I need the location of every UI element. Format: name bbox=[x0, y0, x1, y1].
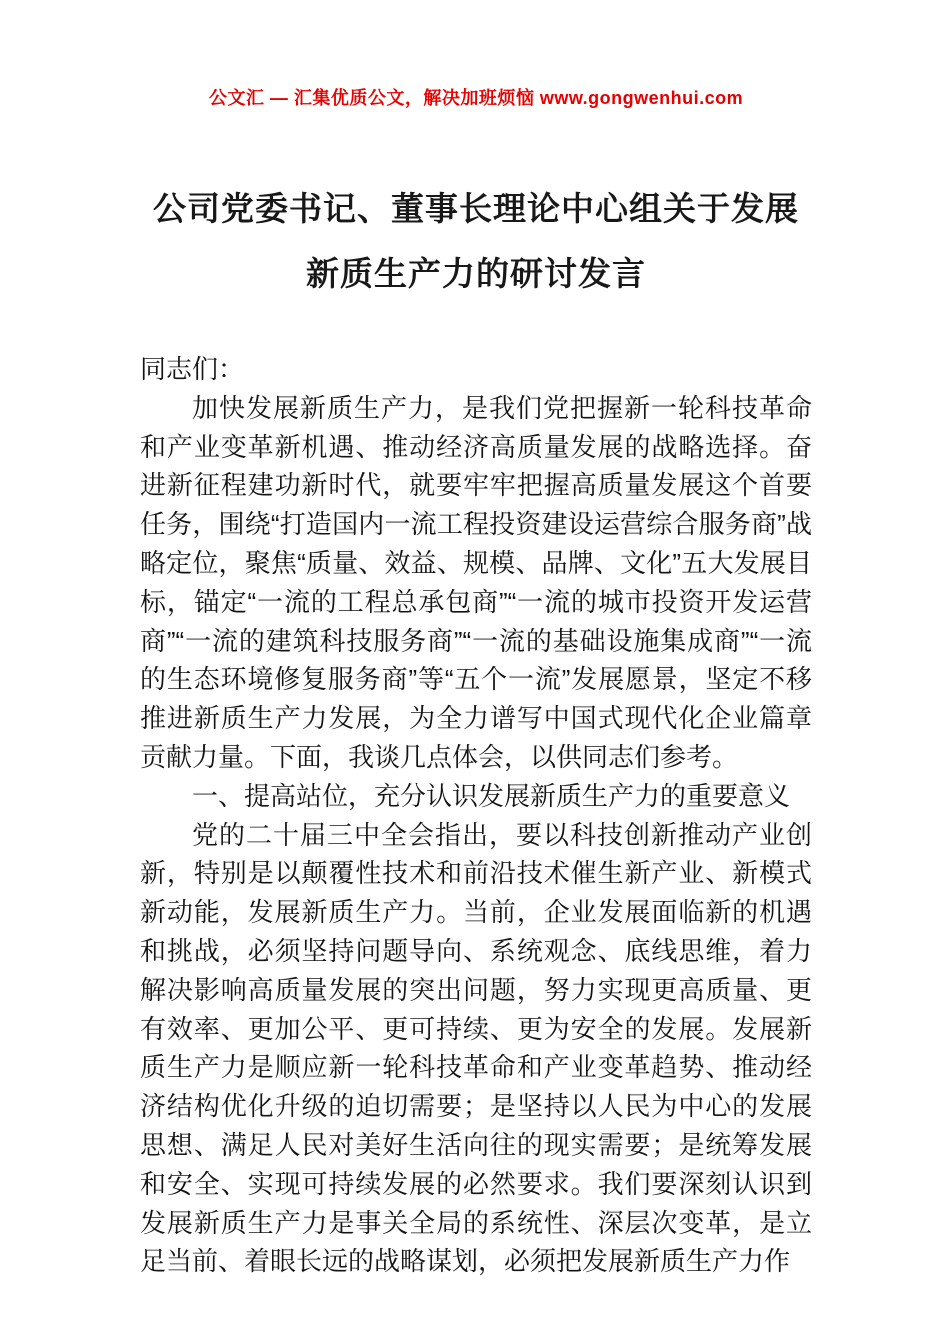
paragraph-intro: 加快发展新质生产力，是我们党把握新一轮科技革命和产业变革新机遇、推动经济高质量发展的战略选择。奋进新征程建功新时代，就要牢牢把握高质量发展这个首要任务，围绕“打造国内一流工程投资建设运营综合服务商”战略定位，聚焦“质量、效益、规模、品牌、文化”五大发展目标，锚定“一流的工程总承包商”“一流的城市投资开发运营商”“一流的建筑科技服务商”“一流的基础设施集成商”“一流的生态环境修复服务商”等“五个一流”发展愿景，坚定不移推进新质生产力发展，为全力谱写中国式现代化企业篇章贡献力量。下面，我谈几点体会，以供同志们参考。 bbox=[140, 392, 812, 772]
document-title: 公司党委书记、董事长理论中心组关于发展新质生产力的研讨发言 bbox=[153, 190, 799, 292]
paragraph-section-1: 党的二十届三中全会指出，要以科技创新推动产业创新，特别是以颠覆性技术和前沿技术催生新产业、新模式新动能，发展新质生产力。当前，企业发展面临新的机遇和挑战，必须坚持问题导向、系统观念、底线思维，着力解决影响高质量发展的突出问题，努力实现更高质量、更有效率、更加公平、更可持续、更为安全的发展。发展新质生产力是顺应新一轮科技革命和产业变革趋势、推动经济结构优化升级的迫切需要；是坚持以人民为中心的发展思想、满足人民对美好生活向往的现实需要；是统筹发展和安全、实现可持续发展的必然要求。我们要深刻认识到发展新质生产力是事关全局的系统性、深层次变革，是立足当前、着眼长远的战略谋划，必须把发展新质生产力作 bbox=[140, 819, 812, 1277]
document-body bbox=[140, 350, 812, 1281]
watermark-banner: 公文汇 — 汇集优质公文，解决加班烦恼 www.gongwenhui.com bbox=[208, 88, 744, 108]
salutation: 同志们： bbox=[140, 354, 245, 384]
section-heading-1: 一、提高站位，充分认识发展新质生产力的重要意义 bbox=[192, 780, 791, 811]
